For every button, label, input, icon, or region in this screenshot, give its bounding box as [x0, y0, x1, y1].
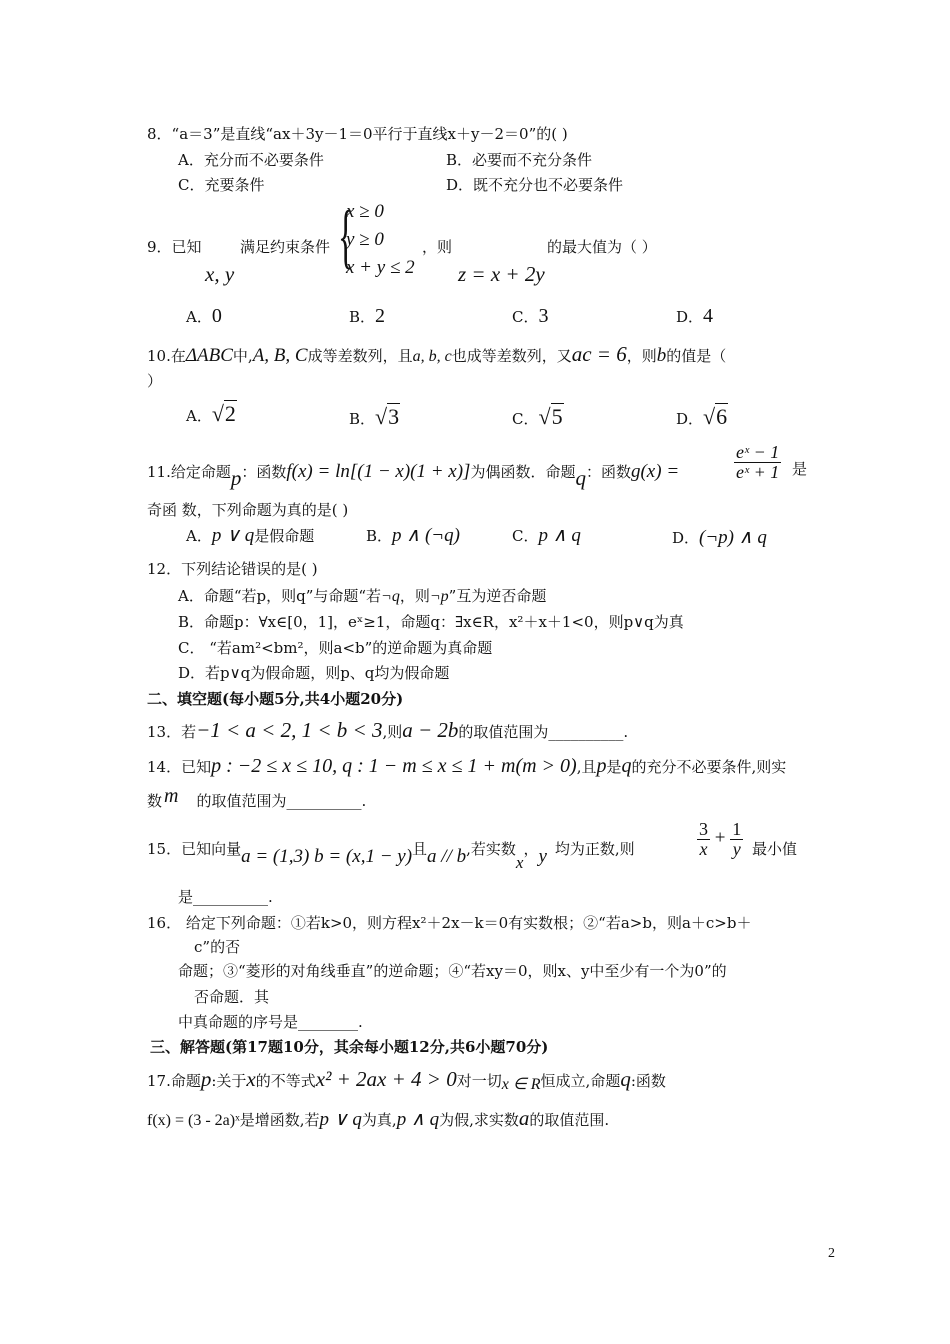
q17-line-2: f(x) = (3 - 2a)ˣ是增函数,若p ∨ q为真,p ∧ q为假,求实数a的取值范围.: [147, 1106, 610, 1130]
q10-stem-close: ）: [147, 372, 163, 390]
q9-option-a: A．0: [186, 305, 222, 327]
q12-option-c: C． “若am²<bm²，则a<b”的逆命题为真命题: [178, 639, 493, 657]
q9-objective: z = x + 2y: [458, 262, 545, 286]
q9-stem-2: 满足约束条件: [240, 238, 331, 256]
q8-option-b: B．必要而不充分条件: [446, 151, 593, 169]
q16-line-3: 命题；③“菱形的对角线垂直”的逆命题；④“若xy＝0，则x、y中至少有一个为0”的: [178, 962, 727, 980]
q9-option-c: C．3: [512, 305, 549, 327]
q9-constraint-3: x + y ≤ 2: [346, 257, 415, 278]
q10-option-b: B．√3: [349, 404, 400, 429]
section-2-heading: 二、填空题(每小题5分,共4小题20分): [147, 690, 404, 708]
q11-option-b: B．p ∧ (¬q): [366, 525, 460, 546]
q10-option-a: A．√2: [186, 401, 236, 426]
q9-vars: x, y: [205, 262, 235, 286]
q9-option-b: B．2: [349, 305, 386, 327]
q8-stem: 8．“a＝3”是直线“ax＋3y－1＝0平行于直线x＋y－2＝0”的( ): [147, 125, 568, 143]
q16-line-4: 否命题．其: [194, 988, 270, 1006]
q10-stem: 10.在ΔABC中,A, B, C成等差数列，且a, b, c也成等差数列，又ac = 6，则b的值是（: [147, 342, 727, 366]
q12-option-d: D．若p∨q为假命题，则p、q均为假命题: [178, 664, 450, 682]
q15-tail: 最小值: [752, 840, 798, 858]
q12-option-a: A．命题“若p，则q”与命题“若¬q，则¬p”互为逆否命题: [178, 587, 547, 605]
q12-stem: 12．下列结论错误的是( ): [147, 560, 318, 578]
page-number: 2: [828, 1246, 835, 1261]
q16-line-2: c”的否: [194, 938, 241, 956]
q14-line-2: 数 m 的取值范围为__________.: [147, 785, 367, 810]
q11-option-d: D．(¬p) ∧ q: [672, 527, 767, 548]
q16-line-1: 16． 给定下列命题：①若k>0，则方程x²＋2x－k＝0有实数根；②“若a>b，则a＋c>b＋: [147, 914, 752, 932]
q9-constraint-2: y ≥ 0: [346, 229, 384, 250]
q11-g-fraction: $\frac{\text{eˣ − 1}}{\text{eˣ + 1}}$: [736, 442, 780, 482]
q8-option-c: C．充要条件: [178, 176, 265, 194]
q13: 13．若−1 < a < 2, 1 < b < 3,则a − 2b的取值范围为__________.: [147, 718, 629, 742]
q9-constraints: [346, 198, 415, 282]
q9-stem-1: 9．已知: [147, 238, 202, 256]
q16-line-5: 中真命题的序号是________.: [178, 1013, 363, 1031]
q12-option-b: B．命题p：∀x∈[0，1]，eˣ≥1，命题q：∃x∈R，x²＋x＋1<0，则p∨q为真: [178, 613, 684, 631]
q11-stem-2: 奇函 数，下列命题为真的是( ): [147, 501, 349, 519]
q15-line-2: 是__________.: [178, 888, 273, 906]
q9-option-d: D．4: [676, 305, 714, 327]
q9-stem-4: 的最大值为（ ）: [547, 238, 657, 256]
q11-stem-tail: 是: [792, 460, 808, 478]
q15-line-1: 15．已知向量a = (1,3) b = (x,1 − y)且a // b,若实数x，y 均为正数,则: [147, 840, 635, 872]
q15-fractions: $\frac{3}{x}$ + $\frac{1}{y}$: [699, 819, 742, 859]
q8-option-a: A．充分而不必要条件: [178, 151, 324, 169]
q11-stem: 11.给定命题p：函数f(x) = ln[(1 − x)(1 + x)]为偶函数．命题q：函数g(x) =: [147, 461, 680, 490]
q11-option-c: C．p ∧ q: [512, 525, 581, 546]
q9-stem-3: ，则: [422, 238, 453, 256]
q9-constraint-1: x ≥ 0: [346, 201, 384, 222]
q14-line-1: 14．已知p : −2 ≤ x ≤ 10, q : 1 − m ≤ x ≤ 1 + m(m > 0),且p是q的充分不必要条件,则实: [147, 755, 787, 777]
q8-option-d: D．既不充分也不必要条件: [446, 176, 624, 194]
q9-brace: {: [338, 196, 354, 276]
q11-option-a: A．p ∨ q是假命题: [186, 525, 315, 546]
q10-option-c: C．√5: [512, 404, 563, 429]
q10-option-d: D．√6: [676, 404, 728, 429]
q17-line-1: 17.命题p:关于x的不等式x² + 2ax + 4 > 0对一切x ∈ R恒成立,命题q:函数: [147, 1067, 666, 1093]
section-3-heading: 三、解答题(第17题10分，其余每小题12分,共6小题70分): [150, 1038, 549, 1056]
